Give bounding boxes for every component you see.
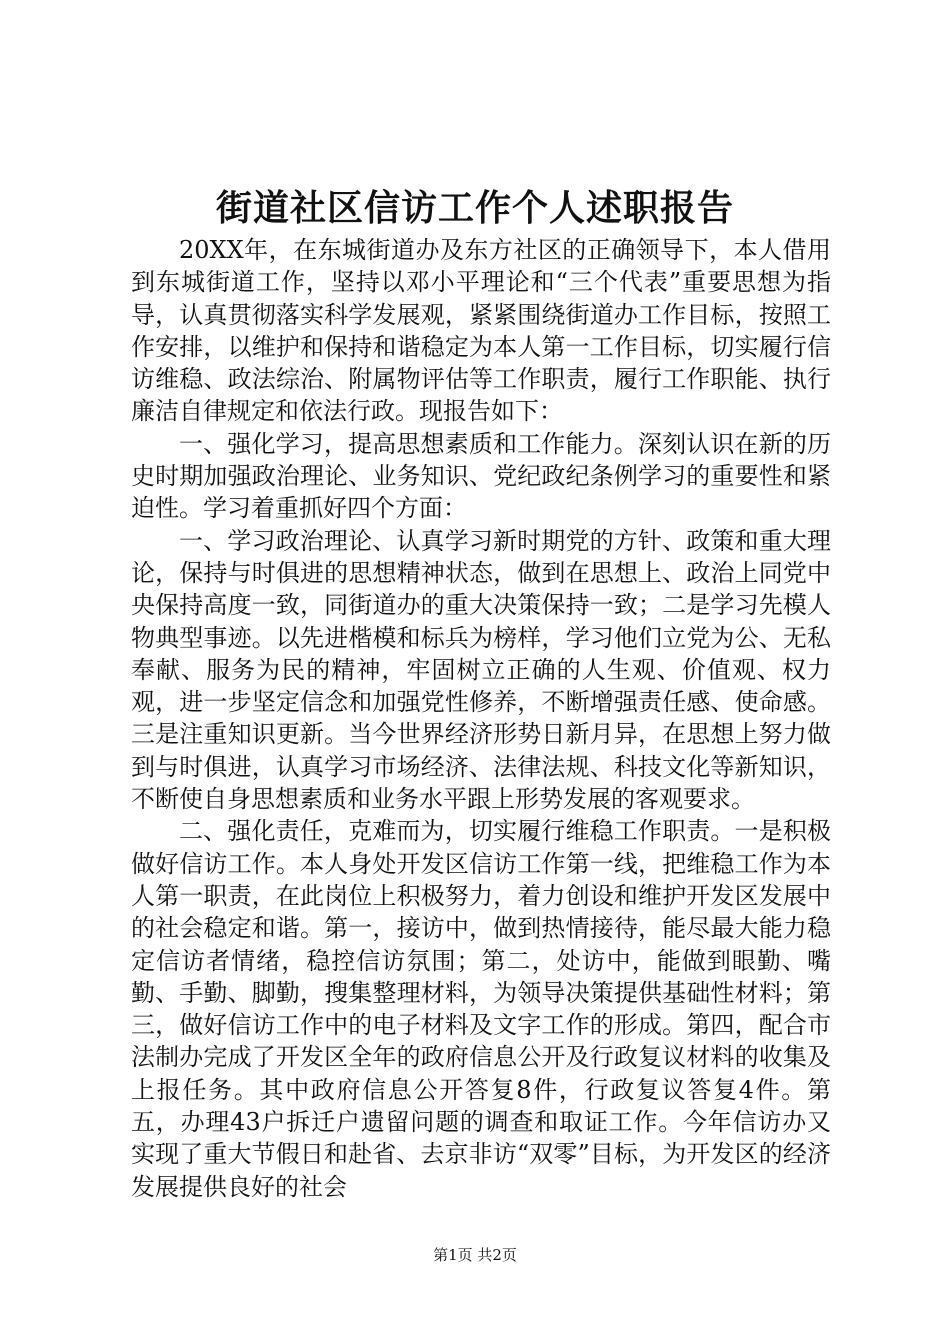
paragraph-section-2: 二、强化责任，克难而为，切实履行维稳工作职责。一是积极做好信访工作。本人身处开发区信访工作第一线，把维稳工作为本人第一职责，在此岗位上积极努力，着力创设和维护开发区发展中的社会稳定和谐。第一，接访中，做到热情接待，能尽最大能力稳定信访者情绪，稳控信访氛围；第二，处访中，能做到眼勤、嘴勤、手勤、脚勤，搜集整理材料，为领导决策提供基础性材料；第三，做好信访工作中的电子材料及文字工作的形成。第四，配合市法制办完成了开发区全年的政府信息公开及行政复议材料的收集及上报任务。其中政府信息公开答复8件，行政复议答复4件。第五，办理43户拆迁户遗留问题的调查和取证工作。今年信访办又实现了重大节假日和赴省、去京非访“双零”目标，为开发区的经济发展提供良好的社会 — [131, 817, 831, 1201]
page-number-footer: 第1页 共2页 — [433, 1246, 517, 1264]
document-title: 街道社区信访工作个人述职报告 — [215, 187, 734, 229]
paragraph-intro: 20XX年，在东城街道办及东方社区的正确领导下，本人借用到东城街道工作，坚持以邓小平理论和“三个代表”重要思想为指导，认真贯彻落实科学发展观，紧紧围绕街道办工作目标，按照工作安排，以维护和保持和谐稳定为本人第一工作目标，切实履行信访维稳、政法综治、附属物评估等工作职责，履行工作职能、执行廉洁自律规定和依法行政。现报告如下： — [131, 236, 831, 426]
paragraph-section-1-detail: 一、学习政治理论、认真学习新时期党的方针、政策和重大理论，保持与时俱进的思想精神状态，做到在思想上、政治上同党中央保持高度一致，同街道办的重大决策保持一致；二是学习先模人物典型事迹。以先进楷模和标兵为榜样，学习他们立党为公、无私奉献、服务为民的精神，牢固树立正确的人生观、价值观、权力观，进一步坚定信念和加强党性修养，不断增强责任感、使命感。三是注重知识更新。当今世界经济形势日新月异，在思想上努力做到与时俱进，认真学习市场经济、法律法规、科技文化等新知识，不断使自身思想素质和业务水平跟上形势发展的客观要求。 — [131, 526, 831, 814]
paragraph-section-1: 一、强化学习，提高思想素质和工作能力。深刻认识在新的历史时期加强政治理论、业务知识、党纪政纪条例学习的重要性和紧迫性。学习着重抓好四个方面： — [131, 429, 831, 523]
document-body — [131, 234, 831, 1203]
